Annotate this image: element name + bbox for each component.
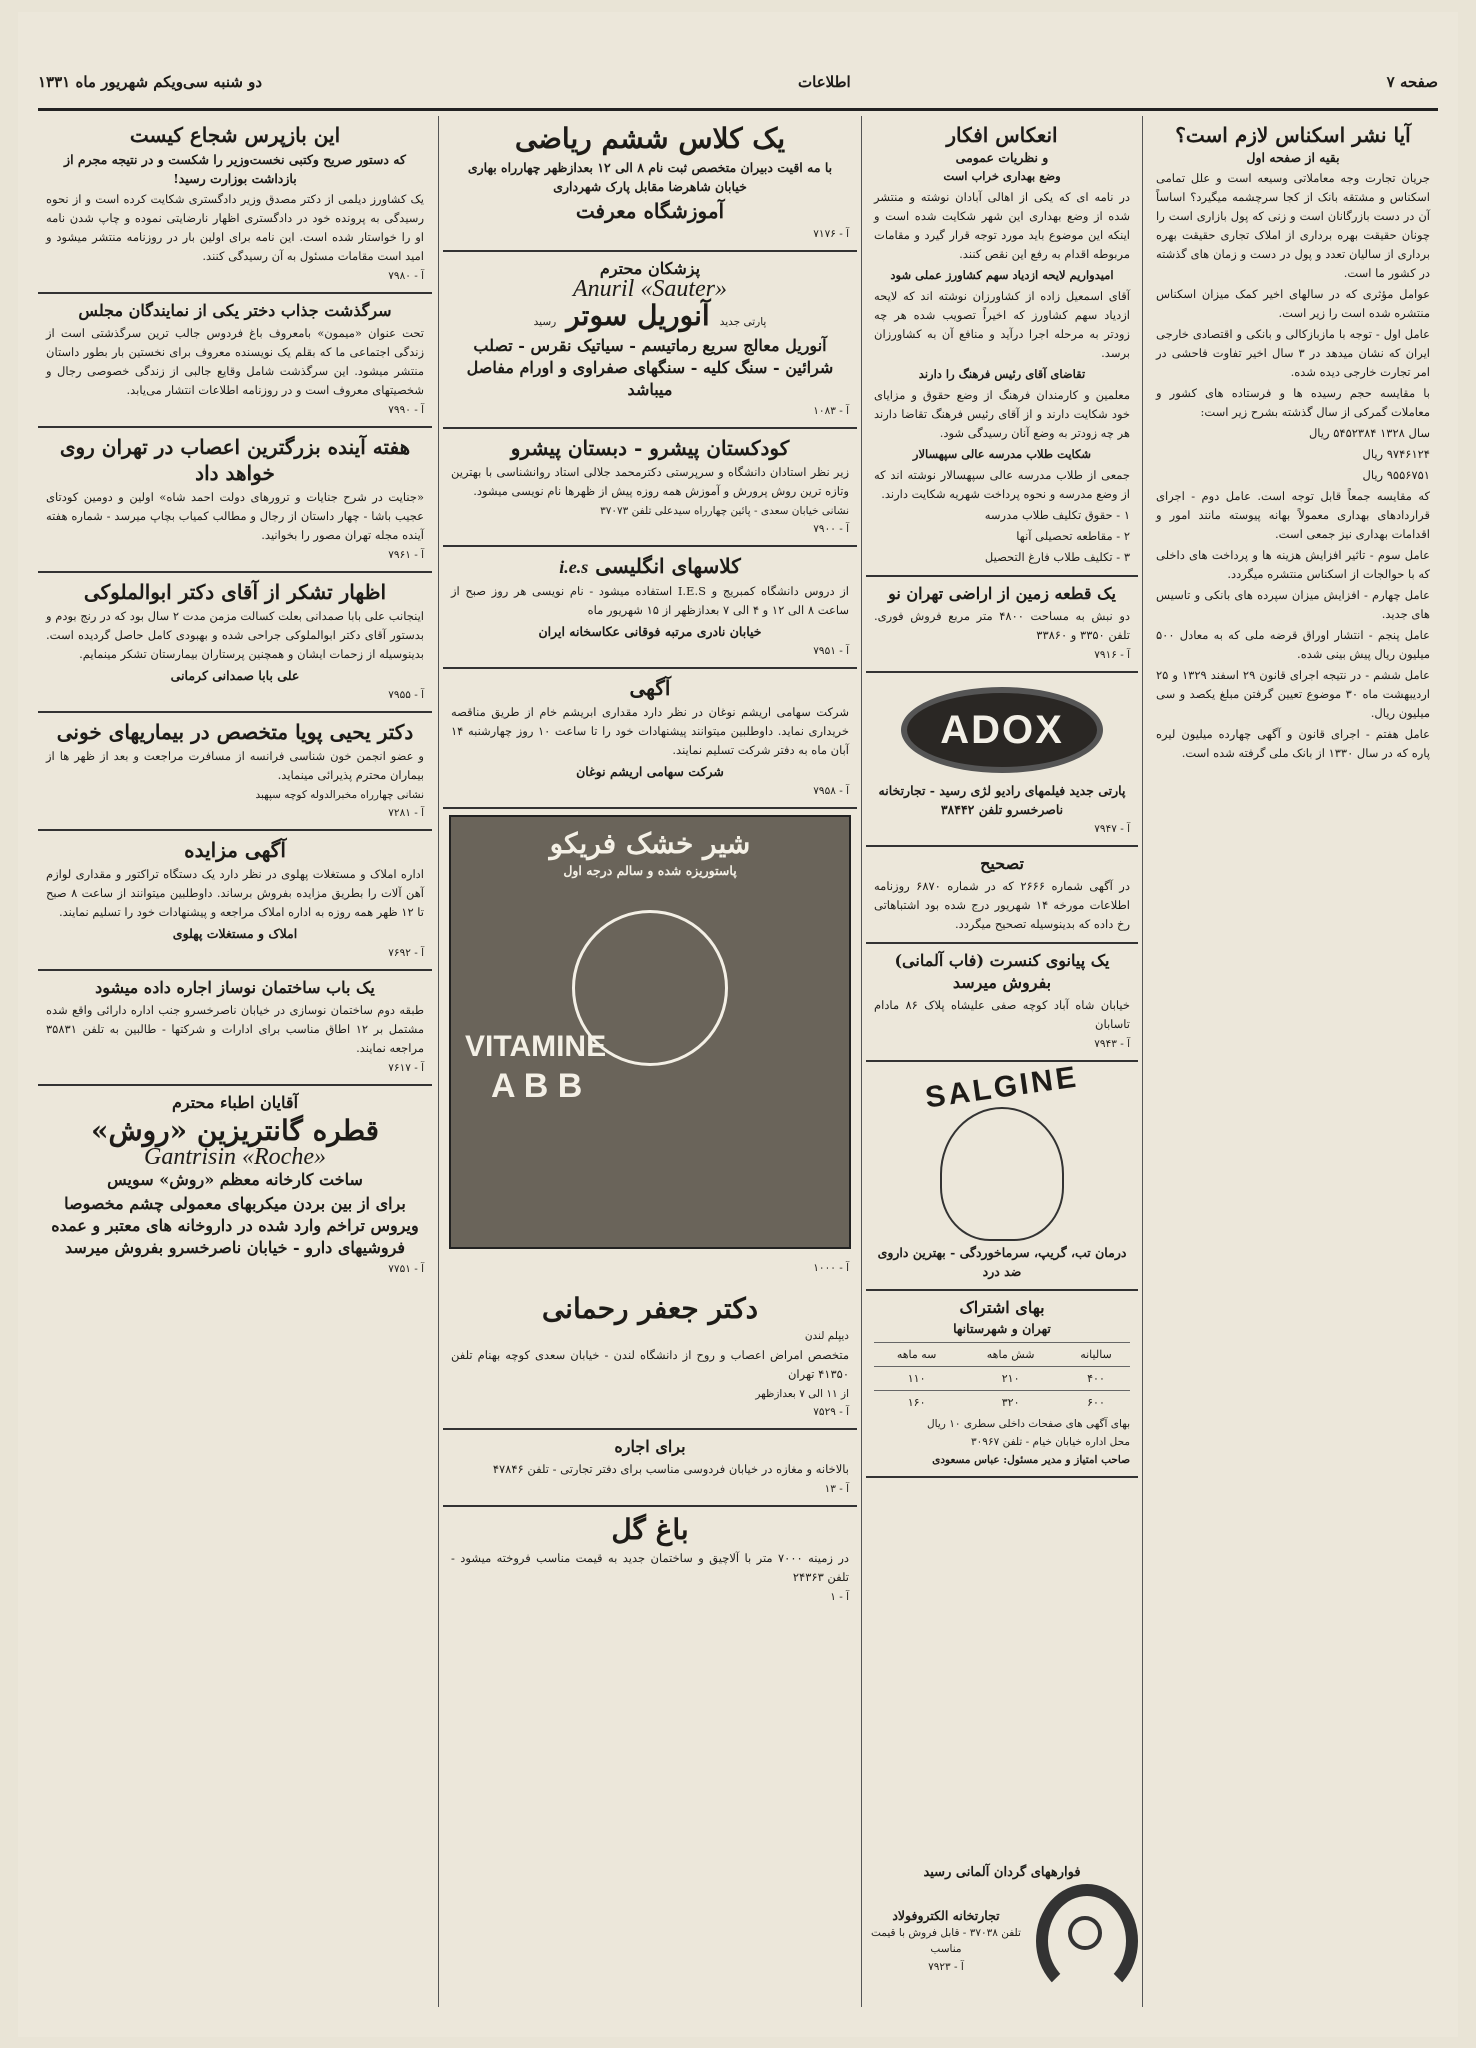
ad-title: یک پیانوی کنسرت (فاب آلمانی) بفروش میرسد bbox=[894, 951, 1110, 992]
illu-title: شیر خشک فریکو bbox=[549, 827, 751, 860]
ad-code: آ - ۷۵۲۹ bbox=[813, 1406, 849, 1418]
ad-text: از دروس دانشگاه کمبریج و I.E.S استفاده میشود - نام نویسی هر روز صبح از ساعت ۸ الی ۱۲ و ۴ الی ۷ بعدازظهر از ۱۵ شهریور ماه bbox=[451, 584, 849, 617]
article-headline: اظهار تشکر از آقای دکتر ابوالملوکی bbox=[83, 580, 387, 604]
fountain-icon bbox=[1068, 1916, 1102, 1950]
ad-code: آ - ۷۹۶۱ bbox=[388, 549, 424, 561]
subscription-note: بهای آگهی های صفحات داخلی سطری ۱۰ ریال bbox=[927, 1418, 1130, 1430]
article-headline: این بازپرس شجاع کیست bbox=[129, 123, 341, 147]
paragraph: عامل اول - توجه با مازبازکالی و بانکی و اقتصادی خارجی ایران که نشان میدهد در ۳ سال اخیر تفاوت فاحشی در امر تجارت خارجی دیده شده. bbox=[1156, 327, 1430, 379]
section-headline: انعکاس افکار bbox=[946, 123, 1058, 147]
notice-title: آگهی bbox=[629, 676, 671, 700]
brand-new: پارتی جدید bbox=[719, 316, 767, 328]
ad-title bbox=[451, 553, 849, 580]
year-row: ۹۷۴۶۱۲۴ ریال bbox=[1362, 447, 1430, 461]
ad-headline: یک کلاس ششم ریاضی bbox=[514, 122, 786, 155]
ad-code: آ - ۷۹۵۱ bbox=[813, 645, 849, 657]
subscription-title: بهای اشتراک bbox=[959, 1298, 1045, 1317]
article-headline: سرگذشت جذاب دختر یکی از نمایندگان مجلس bbox=[78, 301, 392, 320]
correction-text: در آگهی شماره ۲۶۶۶ که در شماره ۶۸۷۰ روزنامه اطلاعات مورخه ۱۴ شهریور درج شده بود اشتباهاتی رخ داده که بدینوسیله تصحیح میگردد. bbox=[874, 879, 1130, 931]
paragraph: عامل پنجم - انتشار اوراق قرضه ملی که به معادل ۵۰۰ میلیون ریال پیش بینی شده. bbox=[1156, 628, 1430, 661]
ad-title: کودکستان پیشرو - دبستان پیشرو bbox=[510, 436, 790, 460]
doctor-name: دکتر جعفر رحمانی bbox=[541, 1292, 759, 1325]
publisher-line: صاحب امتیاز و مدیر مسئول: عباس مسعودی bbox=[932, 1454, 1130, 1466]
article-title: امیدواریم لایحه ازدیاد سهم کشاورز عملی شود bbox=[890, 268, 1114, 282]
ad-text: با مه اقیت دبیران متخصص ثبت نام ۸ الی ۱۲ بعدازظهر چهارراه بهاری خیابان شاهرضا مقابل پارک شهرداری bbox=[467, 160, 833, 194]
correction-title: تصحیح bbox=[980, 854, 1024, 873]
rate-cell: ۱۶۰ bbox=[874, 1391, 959, 1415]
paragraph: عامل ششم - در نتیجه اجرای قانون ۲۹ اسفند ۱۳۲۹ و ۲۵ اردیبهشت ماه ۳۰ موضوع تعیین گرفتن مبلغ یکصد و سی میلیون ریال. bbox=[1156, 668, 1430, 720]
rate-table bbox=[874, 1342, 1130, 1414]
school-name: آموزشگاه معرفت bbox=[575, 199, 725, 223]
brand-arrived: رسید bbox=[533, 316, 557, 328]
ad-code: آ - ۷۷۵۱ bbox=[388, 1263, 424, 1275]
notice-signature: شرکت سهامی اریشم نوغان bbox=[576, 764, 724, 779]
rate-cell: ۲۱۰ bbox=[959, 1367, 1062, 1391]
ad-title: یک قطعه زمین از اراضی تهران نو bbox=[888, 584, 1116, 603]
column-rule bbox=[1142, 116, 1143, 2007]
ad-code: آ - ۷۹۸۰ bbox=[388, 270, 424, 282]
ad-text: بالاخانه و مغازه در خیابان فردوسی مناسب برای دفتر تجارتی - تلفن ۴۷۸۴۶ bbox=[492, 1462, 849, 1476]
illu-sub: پاستوریزه شده و سالم درجه اول bbox=[563, 863, 737, 878]
fountain-ad bbox=[866, 1862, 1138, 2022]
ad-code: آ - ۱۰۸۳ bbox=[813, 405, 849, 417]
ad-code: آ - ۷۲۸۱ bbox=[388, 807, 424, 819]
column-3 bbox=[443, 116, 857, 2007]
ad-text: برای از بین بردن میکربهای معمولی چشم مخصوصا ویروس تراخم وارد شده در داروخانه های معتبر و عمده فروشیهای دارو - خیابان ناصرخسرو بفروش میرسد bbox=[51, 1194, 419, 1257]
ad-intro: آقایان اطباء محترم bbox=[171, 1093, 299, 1112]
ad-code: آ - ۱۳ bbox=[824, 1483, 849, 1495]
rate-header: سه ماهه bbox=[874, 1343, 959, 1367]
article-text: «جنایت در شرح جنایات و ترورهای دولت احمد شاه» اولین و دومین کودتای عجیب باشا - چهار داستان از رجال و مطالب کمیاب بچاپ میرسد - شماره هفته آینده مجله تهران مصور را بخوانید. bbox=[46, 490, 424, 542]
ad-intro: پزشکان محترم bbox=[599, 259, 701, 278]
doctor-hours: از ۱۱ الی ۷ بعدازظهر bbox=[755, 1388, 849, 1400]
continued-note: بقیه از صفحه اول bbox=[1246, 150, 1340, 165]
brand-latin: Gantrisin «Roche» bbox=[144, 1144, 326, 1170]
article-headline: دکتر یحیی پویا متخصص در بیماریهای خونی bbox=[56, 720, 414, 744]
article-headline: آیا نشر اسکناس لازم است؟ bbox=[1175, 123, 1411, 147]
notice-text: شرکت سهامی اریشم نوغان در نظر دارد مقداری ابریشم خام از طریق مناقصه خریداری نماید. داوطلبین میتوانند پیشنهادات خود را تا ساعت ۱۰ روز چهارشنبه ۱۴ آبان ماه به دفتر شرکت تسلیم نمایند. bbox=[451, 705, 849, 757]
ad-title-text: کلاسهای انگلیسی bbox=[595, 554, 741, 578]
ad-text: در زمینه ۷۰۰۰ متر با آلاچیق و ساختمان جدید به قیمت مناسب فروخته میشود - تلفن ۲۴۳۶۳ bbox=[451, 1551, 849, 1584]
ad-code: آ - ۷۹۹۰ bbox=[388, 404, 424, 416]
vitamin-letters: A B B bbox=[491, 1067, 583, 1105]
ad-title: باغ گل bbox=[611, 1513, 689, 1546]
paragraph: جریان تجارت وجه معاملاتی وسیعه است و علل تمامی اسکناس و مشتقه بانک از کجا سرچشمه میگیرد؟ اساساً آن در دست بازرگانان است و زنی که پول بازاری است را چونان حقیقت بهره برداری از املاک تجاری حقیقت بهره برداری از سالیان تعدد و پول در دست و زمان های گذشته در کشور ما است. bbox=[1156, 171, 1430, 280]
rate-header: شش ماهه bbox=[959, 1343, 1062, 1367]
article-text: تحت عنوان «میمون» بامعروف باغ فردوس جالب ترین سرگذشتی است از زندگی اجتماعی ما که بقلم یک نویسنده معروف برای نخستین بار بطور داستان منتشر میشود. این سرگذشت شامل وقایع جالبی از زندگی خصوصی رجال و شخصیتهای معروف است و در روزنامه اطلاعات انتشار می‌یابد. bbox=[46, 326, 424, 397]
column-rule bbox=[861, 116, 862, 2007]
brand-latin: Anuril «Sauter» bbox=[573, 276, 727, 302]
doctor-specialty: متخصص امراض اعصاب و روح از دانشگاه لندن - خیابان سعدی کوچه بهنام تلفن ۴۱۳۵۰ تهران bbox=[451, 1348, 849, 1381]
issue-date: دو شنبه سی‌ویکم شهریور ماه ۱۳۳۱ bbox=[38, 73, 263, 91]
article-headline: هفته آینده بزرگترین اعصاب در تهران روی خواهد داد bbox=[59, 435, 411, 485]
masthead bbox=[38, 74, 1438, 90]
ad-title-latin: i.e.s bbox=[559, 557, 589, 577]
column-2 bbox=[866, 116, 1138, 2007]
column-rule bbox=[438, 116, 439, 2007]
ad-code: آ - ۷۹۱۶ bbox=[1094, 649, 1130, 661]
subscription-sub: تهران و شهرستانها bbox=[953, 1321, 1051, 1336]
rate-cell: ۴۰۰ bbox=[1062, 1367, 1130, 1391]
paragraph: با مقایسه حجم رسیده ها و فرستاده های کشور و معاملات گمرکی از سال گذشته بشرح زیر است: bbox=[1156, 386, 1430, 419]
article-lead: که دستور صریح وکتبی نخست‌وزیر را شکست و در نتیجه مجرم از بازداشت بوزارت رسید! bbox=[64, 152, 406, 186]
article-text: طبقه دوم ساختمان نوسازی در خیابان ناصرخسرو جنب اداره دارائی واقع شده مشتمل بر ۱۲ اطاق مناسب برای ادارات و شرکتها - طالبین به تلفن ۳۵۸۳۱ مراجعه نمایند. bbox=[46, 1003, 424, 1055]
ad-code: آ - ۷۹۵۵ bbox=[388, 689, 424, 701]
article-text: اداره املاک و مستغلات پهلوی در نظر دارد یک دستگاه تراکتور و مقداری لوازم آهن آلات را بطریق مزایده بفروش برساند. داوطلبین میتوانند از ساعت ۸ صبح تا ۱۲ ظهر همه روزه به اداره املاک مراجعه و پیشنهادات خود را تسلیم نمایند. bbox=[46, 867, 424, 919]
year-row: سال ۱۳۲۸ ۵۴۵۲۳۸۴ ریال bbox=[1308, 426, 1430, 440]
portrait-illustration bbox=[940, 1107, 1064, 1241]
page-number: صفحه ۷ bbox=[1386, 73, 1438, 91]
newspaper-page bbox=[18, 12, 1458, 2037]
ad-code: آ - ۱ bbox=[830, 1591, 849, 1603]
paragraph: عامل سوم - تاثیر افزایش هزینه ها و پرداخت های داخلی که با حوالجات از اسکناس منتشره میگردد. bbox=[1156, 548, 1430, 581]
article-headline: یک باب ساختمان نوساز اجاره داده میشود bbox=[95, 978, 375, 997]
article-title: شکایت طلاب مدرسه عالی سپهسالار bbox=[912, 447, 1092, 461]
brand-name: آنوریل سوتر bbox=[566, 299, 710, 332]
rate-cell: ۳۲۰ bbox=[959, 1391, 1062, 1415]
paragraph: عامل هفتم - اجرای قانون و آگهی چهارده میلیون لیره پاره که در سال ۱۳۳۰ از بانک ملی گرفته شده است. bbox=[1156, 727, 1430, 760]
adox-logo: ADOX bbox=[901, 687, 1103, 773]
ad-code: آ - ۷۹۰۰ bbox=[813, 523, 849, 535]
store-name: تجارتخانه الکتروفولاد bbox=[892, 1907, 1000, 1923]
ad-text: زیر نظر استادان دانشگاه و سرپرستی دکترمحمد جلالی استاد روانشناسی با بهترین وتازه ترین روش پرورش و آموزش همه روزه پیش از ظهرها نام نویسی میشود. bbox=[451, 465, 849, 498]
ad-title: فوارههای گردان آلمانی رسید bbox=[923, 1865, 1081, 1880]
paper-name: اطلاعات bbox=[798, 73, 851, 91]
ad-address: نشانی خیابان سعدی - پائین چهارراه سیدعلی تلفن ۳۷۰۷۳ bbox=[600, 505, 849, 517]
ad-code: آ - ۱۰۰۰ bbox=[813, 1261, 849, 1274]
article-title: تقاضای آقای رئیس فرهنگ را دارند bbox=[918, 367, 1086, 381]
ad-address: خیابان نادری مرتبه فوقانی عکاسخانه ایران bbox=[538, 624, 762, 639]
article-text: آقای اسمعیل زاده از کشاورزان نوشته اند که لایحه ازدیاد سهم کشاورز که اخیراً تصویب شده هر چه زودتر به مرحله اجرا درآید و منافع آن به کشاورزان برسد. bbox=[874, 289, 1130, 360]
vitamin-label: VITAMINE bbox=[465, 1030, 607, 1063]
column-1 bbox=[1148, 116, 1438, 2007]
masthead-rule bbox=[38, 108, 1438, 111]
paragraph: عوامل مؤثری که در سالهای اخیر کمک میزان اسکناس منتشره شده است را زیر است. bbox=[1156, 287, 1430, 320]
rate-cell: ۱۱۰ bbox=[874, 1367, 959, 1391]
list-item: ۲ - مقاطعه تحصیلی آنها bbox=[1016, 529, 1130, 543]
ad-title: برای اجاره bbox=[614, 1437, 686, 1456]
ad-text: دو نبش به مساحت ۴۸۰۰ متر مربع فروش فوری. تلفن ۳۳۵۰ و ۳۳۸۶۰ bbox=[874, 609, 1130, 642]
year-row: ۹۵۵۶۷۵۱ ریال bbox=[1362, 468, 1430, 482]
article-text: جمعی از طلاب مدرسه عالی سپهسالار نوشته اند که از وضع مدرسه و نحوه پرداخت شهریه شکایت دارند. bbox=[874, 468, 1130, 501]
store-address: تلفن ۳۷۰۳۸ - قابل فروش با قیمت مناسب bbox=[870, 1926, 1021, 1955]
horseshoe-icon bbox=[1036, 1884, 1138, 1998]
paragraph: که مقایسه جمعاً قابل توجه است. عامل دوم - اجرای قراردادهای بهداری معمولاً بهانه پیوسته مانند امور و اقدامات بهداری نیز جمعی است. bbox=[1156, 489, 1430, 541]
signature: املاک و مستغلات پهلوی bbox=[172, 926, 298, 941]
column-4 bbox=[38, 116, 432, 2007]
ad-text: درمان تب، گریپ، سرماخوردگی - بهترین داروی ضد درد bbox=[877, 1245, 1127, 1279]
rate-header: سالیانه bbox=[1062, 1343, 1130, 1367]
rate-cell: ۶۰۰ bbox=[1062, 1391, 1130, 1415]
list-item: ۱ - حقوق تکلیف طلاب مدرسه bbox=[984, 508, 1130, 522]
ad-code: آ - ۷۹۲۳ bbox=[928, 1960, 964, 1973]
ad-code: آ - ۷۱۷۶ bbox=[813, 228, 849, 240]
ad-code: آ - ۷۹۴۳ bbox=[1094, 1038, 1130, 1050]
ad-maker: ساخت کارخانه معظم «روش» سویس bbox=[107, 1170, 363, 1189]
ad-text: خیابان شاه آباد کوچه صفی علیشاه پلاک ۸۶ مادام تاسابان bbox=[874, 998, 1130, 1031]
article-text: اینجانب علی بابا صمدانی بعلت کسالت مزمن مدت ۲ سال بود که در رنج بودم و بدستور آقای دکتر ابوالملوکی جراحی شده و بهبودی کامل حاصل گردیده است. بدینوسیله از زحمات ایشان و همچنین پرستاران بیمارستان تشکر مینمایم. bbox=[46, 609, 424, 661]
paragraph: عامل چهارم - افزایش میزان سپرده های بانکی و تاسیس های جدید. bbox=[1156, 588, 1430, 621]
article-text: یک کشاورز دیلمی از دکتر مصدق وزیر دادگستری شکایت کرده است و از نحوه رسیدگی به پرونده خود در دادگستری اظهار نارضایتی نموده و چاپ شدن نامه او را خواستار شده است. این نامه برای اولین بار در روزنامه منتشر میشود و امید است مقامات مسئول به آن رسیدگی کنند. bbox=[46, 192, 424, 263]
doctor-diploma: دیپلم لندن bbox=[804, 1330, 849, 1342]
article-title: وضع بهداری خراب است bbox=[943, 169, 1061, 183]
ad-code: آ - ۷۶۱۷ bbox=[388, 1062, 424, 1074]
article-text: معلمین و کارمندان فرهنگ از وضع حقوق و مزایای خود شکایت دارند و از آقای رئیس فرهنگ تقاضا دارند هر چه زودتر به وضع آنان رسیدگی شود. bbox=[874, 388, 1130, 440]
section-subhead: و نظریات عمومی bbox=[955, 150, 1049, 165]
ad-code: آ - ۷۹۴۷ bbox=[1094, 823, 1130, 835]
office-address: محل اداره خیابان خیام - تلفن ۳۰۹۶۷ bbox=[971, 1436, 1130, 1448]
brand-desc: آنوریل معالج سریع رماتیسم - سیاتیک نقرس - تصلب شرائین - سنگ کلیه - سنگهای صفراوی و اورام مفاصل میباشد bbox=[466, 336, 834, 399]
article-headline: آگهی مزایده bbox=[184, 838, 286, 862]
ad-headline: قطره گانتریزین «روش» bbox=[90, 1114, 380, 1147]
article-text: و عضو انجمن خون شناسی فرانسه از مسافرت مراجعت و بعد از ظهر ها از بیماران محترم پذیرائی مینماید. bbox=[46, 749, 424, 782]
salgine-logo: SALGINE bbox=[923, 1060, 1081, 1115]
ad-code: آ - ۷۹۵۸ bbox=[813, 785, 849, 797]
ad-address: نشانی چهارراه مخبرالدوله کوچه سپهبد bbox=[255, 789, 424, 801]
list-item: ۳ - تکلیف طلاب فارغ التحصیل bbox=[984, 550, 1130, 564]
milk-ad-illustration bbox=[449, 815, 851, 1249]
article-text: در نامه ای که یکی از اهالی آبادان نوشته و منتشر شده از وضع بهداری این شهر شکایت شده است و اینکه این موضوع باید مورد توجه قرار گیرد و مقامات مربوطه اقدام به رفع این نقص کنند. bbox=[874, 190, 1130, 261]
ad-text: پارتی جدید فیلمهای رادیو لژی رسید - تجارتخانه ناصرخسرو تلفن ۳۸۴۴۲ bbox=[878, 783, 1126, 817]
signature: علی بابا صمدانی کرمانی bbox=[170, 668, 300, 683]
ad-code: آ - ۷۶۹۲ bbox=[388, 947, 424, 959]
